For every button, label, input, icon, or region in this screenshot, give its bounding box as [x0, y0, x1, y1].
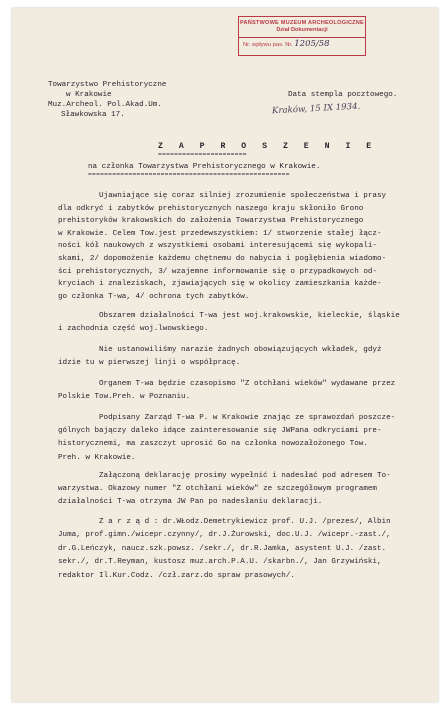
paragraph-area: [58, 310, 416, 336]
text-line: w Krakowie. Celem Tow.jest przedewszystkiem: 1/ stworzenie stałej łącz-: [58, 229, 382, 238]
text-line: Ujawniające się coraz silniej zrozumienie społeczeństwa i prasy: [99, 192, 387, 200]
document-subtitle: na członka Towarzystwa Prehistorycznego w Krakowie.: [88, 163, 321, 171]
archive-stamp: [238, 16, 366, 56]
sender-block: [48, 80, 166, 120]
date-stamp-note: Data stempla pocztowego.: [288, 91, 398, 99]
paragraph-journal: [58, 378, 416, 404]
text-line: redaktor Il.Kur.Codz. /czł.zarz.do spraw prasowych/.: [58, 571, 295, 580]
text-line: go członka T-wa, 4/ ochrona tych zabytków.: [58, 292, 250, 301]
text-line: Polskie Tow.Preh. w Poznaniu.: [58, 393, 191, 401]
text-line: prehistoryków krakowskich do założenia Towarzystwa Prehistorycznego: [58, 217, 364, 226]
paragraph-declaration: [58, 470, 416, 510]
text-line: Załączoną deklarację prosimy wypełnić i nadesłać pod adresem To-: [99, 472, 391, 480]
sender-line-3: Muz.Archeol. Pol.Akad.Um.: [48, 101, 162, 109]
paragraph-fees: [58, 344, 416, 370]
stamp-handwritten-number: 1205/58: [294, 39, 330, 49]
text-line: kryciach i znaleziskach, zjawiających się w okolicy zamieszkania każde-: [58, 280, 382, 289]
stamp-entry-label: Nr. wpływu pas. Nr.: [243, 42, 293, 48]
text-line: sekr./, dr.T.Reyman, kustosz muz.arch.P.A.U. /skarbn./, Jan Grzywiński,: [58, 558, 382, 567]
stamp-divider: [239, 37, 365, 38]
text-line: i zachodnia część woj.lwowskiego.: [58, 325, 209, 333]
document-title: Z A P R O S Z E N I E: [158, 142, 377, 151]
text-line: dr.G.Leńczyk, naucz.szk.powsz. /sekr./, dr.R.Jamka, asystent U.J. /zast.: [58, 544, 387, 553]
text-line: Juma, prof.gimn./wicepr.czynny/, dr.J.Żurowski, doc.U.J. /wicepr.-zast./,: [58, 531, 391, 540]
sender-line-1: Towarzystwo Prehistoryczne: [48, 81, 167, 89]
subtitle-underline: ==================================================: [88, 171, 290, 178]
paragraph-board: [58, 516, 416, 583]
handwritten-date: Kraków, 15 IX 1934.: [271, 101, 361, 117]
text-line: Z a r z ą d : dr.WŁodz.Demetrykiewicz prof. U.J. /prezes/, Albin: [99, 518, 391, 526]
text-line: skami, 2/ dopomożenie każdemu chętnemu do nabycia i pogłębienia wiadomo-: [58, 254, 387, 263]
text-line: historycznemi, ma zaszczyt uprosić Go na członka nowozałożonego Tow.: [58, 440, 368, 449]
stamp-line-1: PAŃSTWOWE MUZEUM ARCHEOLOGICZNE: [240, 20, 364, 26]
sender-line-4: Sławkowska 17.: [61, 111, 125, 119]
text-line: działalności T-wa otrzyma JW Pan po nadesłaniu deklaracji.: [58, 498, 323, 507]
text-line: ności kół naukowych z wszystkiemi osobami interesującemi się wykopali-: [58, 242, 377, 251]
text-line: Podpisany Zarząd T-wa P. w Krakowie znając ze sprawozdań poszcze-: [99, 414, 396, 422]
text-line: Nie ustanowiliśmy narazie żadnych obowiązujących wkładek, gdyż: [99, 346, 382, 354]
sender-line-2: w Krakowie: [66, 91, 112, 99]
stamp-line-3: [239, 41, 365, 49]
title-underline: ======================: [158, 151, 247, 158]
text-line: dla odkryć i zabytków prehistorycznych naszego kraju skłoniło Grono: [58, 204, 364, 213]
paragraph-purpose: [58, 190, 416, 303]
text-line: warzystwa. Okazowy numer "Z otchłani wieków" ze szczegółowym programem: [58, 485, 377, 494]
text-line: idzie tu w pierwszej linji o współpracę.: [58, 359, 241, 367]
paragraph-invitation: [58, 412, 416, 465]
stamp-line-2: Dział Dokumentacji: [276, 27, 328, 33]
text-line: Obszarem działalności T-wa jest woj.krakowskie, kieleckie, śląskie: [99, 312, 400, 320]
text-line: Preh. w Krakowie.: [58, 453, 136, 462]
text-line: gólnych bajączy daleko idące zainteresowanie się JWPana odkryciami pre-: [58, 427, 382, 436]
text-line: ści prehistorycznych, 3/ wzajemne informowanie się o przypadkowych od-: [58, 267, 377, 276]
text-line: Organem T-wa będzie czasopismo "Z otchłani wieków" wydawane przez: [99, 380, 396, 388]
letter-sheet: [12, 8, 438, 702]
